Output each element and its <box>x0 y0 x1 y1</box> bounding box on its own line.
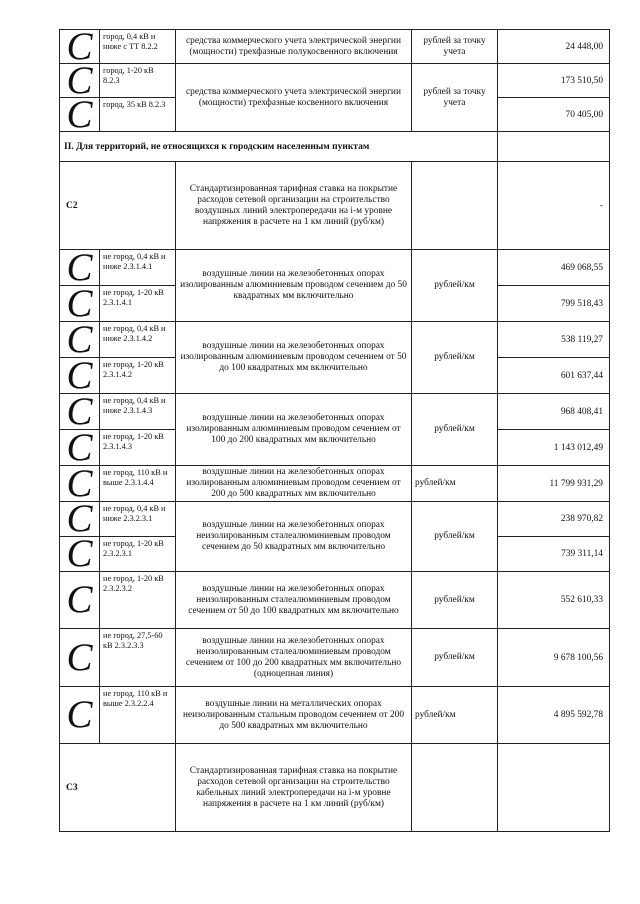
code-letter: C <box>66 245 93 289</box>
subcode-cell: не город, 1-20 кВ 2.3.1.4.1 <box>100 286 176 322</box>
description-cell: средства коммерческого учета электрической энергии (мощности) трехфазные полукосвенного включения <box>176 30 412 64</box>
code-letter: C <box>66 389 93 433</box>
table-row <box>60 466 610 502</box>
code-cell <box>60 572 100 629</box>
subcode-cell: город, 0,4 кВ и ниже с ТТ 8.2.2 <box>100 30 176 64</box>
code-cell <box>60 353 100 397</box>
value-cell: 1 143 012,49 <box>498 430 610 466</box>
code-cell <box>60 532 100 575</box>
table-row <box>60 322 610 358</box>
group-code: C2 <box>60 162 176 250</box>
code-cell <box>60 629 100 687</box>
empty-cell <box>412 744 498 832</box>
value-cell: 552 610,33 <box>498 572 610 629</box>
unit-cell: рублей за точку учета <box>412 30 498 64</box>
unit-cell: рублей/км <box>412 502 498 572</box>
table-row <box>60 162 610 250</box>
unit-cell: рублей/км <box>412 466 498 502</box>
table-row <box>60 629 610 687</box>
code-cell <box>60 425 100 469</box>
table-row <box>60 64 610 98</box>
code-letter: C <box>66 497 93 540</box>
subcode-cell: не город, 1-20 кВ 2.3.1.4.3 <box>100 430 176 466</box>
description-cell: воздушные линии на железобетонных опорах изолированным алюминиевым проводом сечением от 200 до 500 квадратных мм включительно <box>176 466 412 502</box>
code-cell <box>60 389 100 433</box>
unit-cell: рублей/км <box>412 394 498 466</box>
value-cell: 601 637,44 <box>498 358 610 394</box>
code-letter: C <box>66 635 93 679</box>
subcode-cell: город, 1-20 кВ 8.2.3 <box>100 64 176 98</box>
code-letter: C <box>66 92 93 136</box>
description-cell: воздушные линии на железобетонных опорах неизолированным сталеалюминиевым проводом сечением от 50 до 100 квадратных мм включительно <box>176 572 412 629</box>
unit-cell: рублей/км <box>412 629 498 687</box>
description-cell: средства коммерческого учета электрической энергии (мощности) трехфазные косвенного включения <box>176 64 412 132</box>
code-cell <box>60 687 100 744</box>
value-cell: 968 408,41 <box>498 394 610 430</box>
empty-cell <box>412 162 498 250</box>
description-cell: воздушные линии на железобетонных опорах изолированным алюминиевым проводом сечением до 50 квадратных мм включительно <box>176 250 412 322</box>
subcode-cell: не город, 0,4 кВ и ниже 2.3.2.3.1 <box>100 502 176 537</box>
description-cell: воздушные линии на железобетонных опорах неизолированным сталеалюминиевым проводом сечением от 100 до 200 квадратных мм включительно (одноцепная линия) <box>176 629 412 687</box>
table-row <box>60 30 610 64</box>
value-cell: 538 119,27 <box>498 322 610 358</box>
subcode-cell: не город, 1-20 кВ 2.3.2.3.1 <box>100 537 176 572</box>
subcode-cell: не город, 110 кВ и выше 2.3.2.2.4 <box>100 687 176 744</box>
unit-cell: рублей/км <box>412 687 498 744</box>
description-cell: Стандартизированная тарифная ставка на покрытие расходов сетевой организации на строительство кабельных линий электропередачи на i-м уровне напряжения в расчете на 1 км линий (руб/км) <box>176 744 412 832</box>
subcode-cell: не город, 1-20 кВ 2.3.2.3.2 <box>100 572 176 629</box>
value-cell: 24 448,00 <box>498 30 610 64</box>
code-letter: C <box>66 58 93 102</box>
code-letter: C <box>66 693 93 736</box>
table-row <box>60 744 610 832</box>
section-heading: II. Для территорий, не относящихся к городским населенным пунктам <box>60 132 498 162</box>
value-cell: 799 518,43 <box>498 286 610 322</box>
table-row <box>60 132 610 162</box>
unit-cell: рублей за точку учета <box>412 64 498 132</box>
value-cell: 739 311,14 <box>498 537 610 572</box>
group-code: C3 <box>60 744 176 832</box>
code-letter: C <box>66 532 93 575</box>
description-cell: воздушные линии на железобетонных опорах изолированным алюминиевым проводом сечением от 50 до 100 квадратных мм включительно <box>176 322 412 394</box>
description-cell: воздушные линии на железобетонных опорах изолированным алюминиевым проводом сечением от 100 до 200 квадратных мм включительно <box>176 394 412 466</box>
code-cell <box>60 317 100 361</box>
code-cell <box>60 92 100 136</box>
subcode-cell: не город, 27,5-60 кВ 2.3.2.3.3 <box>100 629 176 687</box>
subcode-cell: не город, 0,4 кВ и ниже 2.3.1.4.2 <box>100 322 176 358</box>
description-cell: воздушные линии на металлических опорах неизолированным стальным проводом сечением от 200 до 500 квадратных мм включительно <box>176 687 412 744</box>
value-cell: 173 510,50 <box>498 64 610 98</box>
code-letter: C <box>66 578 93 621</box>
table-row <box>60 250 610 286</box>
code-letter: C <box>66 425 93 469</box>
unit-cell: рублей/км <box>412 572 498 629</box>
subcode-cell: город, 35 кВ 8.2.3 <box>100 98 176 132</box>
unit-cell: рублей/км <box>412 322 498 394</box>
empty-cell <box>498 132 610 162</box>
code-letter: C <box>66 461 93 505</box>
table-row <box>60 572 610 629</box>
subcode-cell: не город, 0,4 кВ и ниже 2.3.1.4.1 <box>100 250 176 286</box>
subcode-cell: не город, 0,4 кВ и ниже 2.3.1.4.3 <box>100 394 176 430</box>
unit-cell: рублей/км <box>412 250 498 322</box>
value-cell: 469 068,55 <box>498 250 610 286</box>
description-cell: воздушные линии на железобетонных опорах неизолированным сталеалюминиевым проводом сечением до 50 квадратных мм включительно <box>176 502 412 572</box>
code-letter: C <box>66 281 93 325</box>
code-cell <box>60 281 100 325</box>
table-row <box>60 394 610 430</box>
value-cell: - <box>498 162 610 250</box>
code-letter: C <box>66 24 93 68</box>
tariff-table <box>59 24 610 832</box>
code-letter: C <box>66 353 93 397</box>
value-cell: 9 678 100,56 <box>498 629 610 687</box>
value-cell: 11 799 931,29 <box>498 466 610 502</box>
table-row <box>60 687 610 744</box>
value-cell: 4 895 592,78 <box>498 687 610 744</box>
value-cell: 238 970,82 <box>498 502 610 537</box>
code-letter: C <box>66 317 93 361</box>
value-cell: 70 405,00 <box>498 98 610 132</box>
code-cell <box>60 245 100 289</box>
empty-cell <box>498 744 610 832</box>
table-row <box>60 502 610 537</box>
description-cell: Стандартизированная тарифная ставка на покрытие расходов сетевой организации на строительство воздушных линий электропередачи на i-м уровне напряжения в расчете на 1 км линий (руб/км) <box>176 162 412 250</box>
subcode-cell: не город, 1-20 кВ 2.3.1.4.2 <box>100 358 176 394</box>
subcode-cell: не город, 110 кВ и выше 2.3.1.4.4 <box>100 466 176 502</box>
